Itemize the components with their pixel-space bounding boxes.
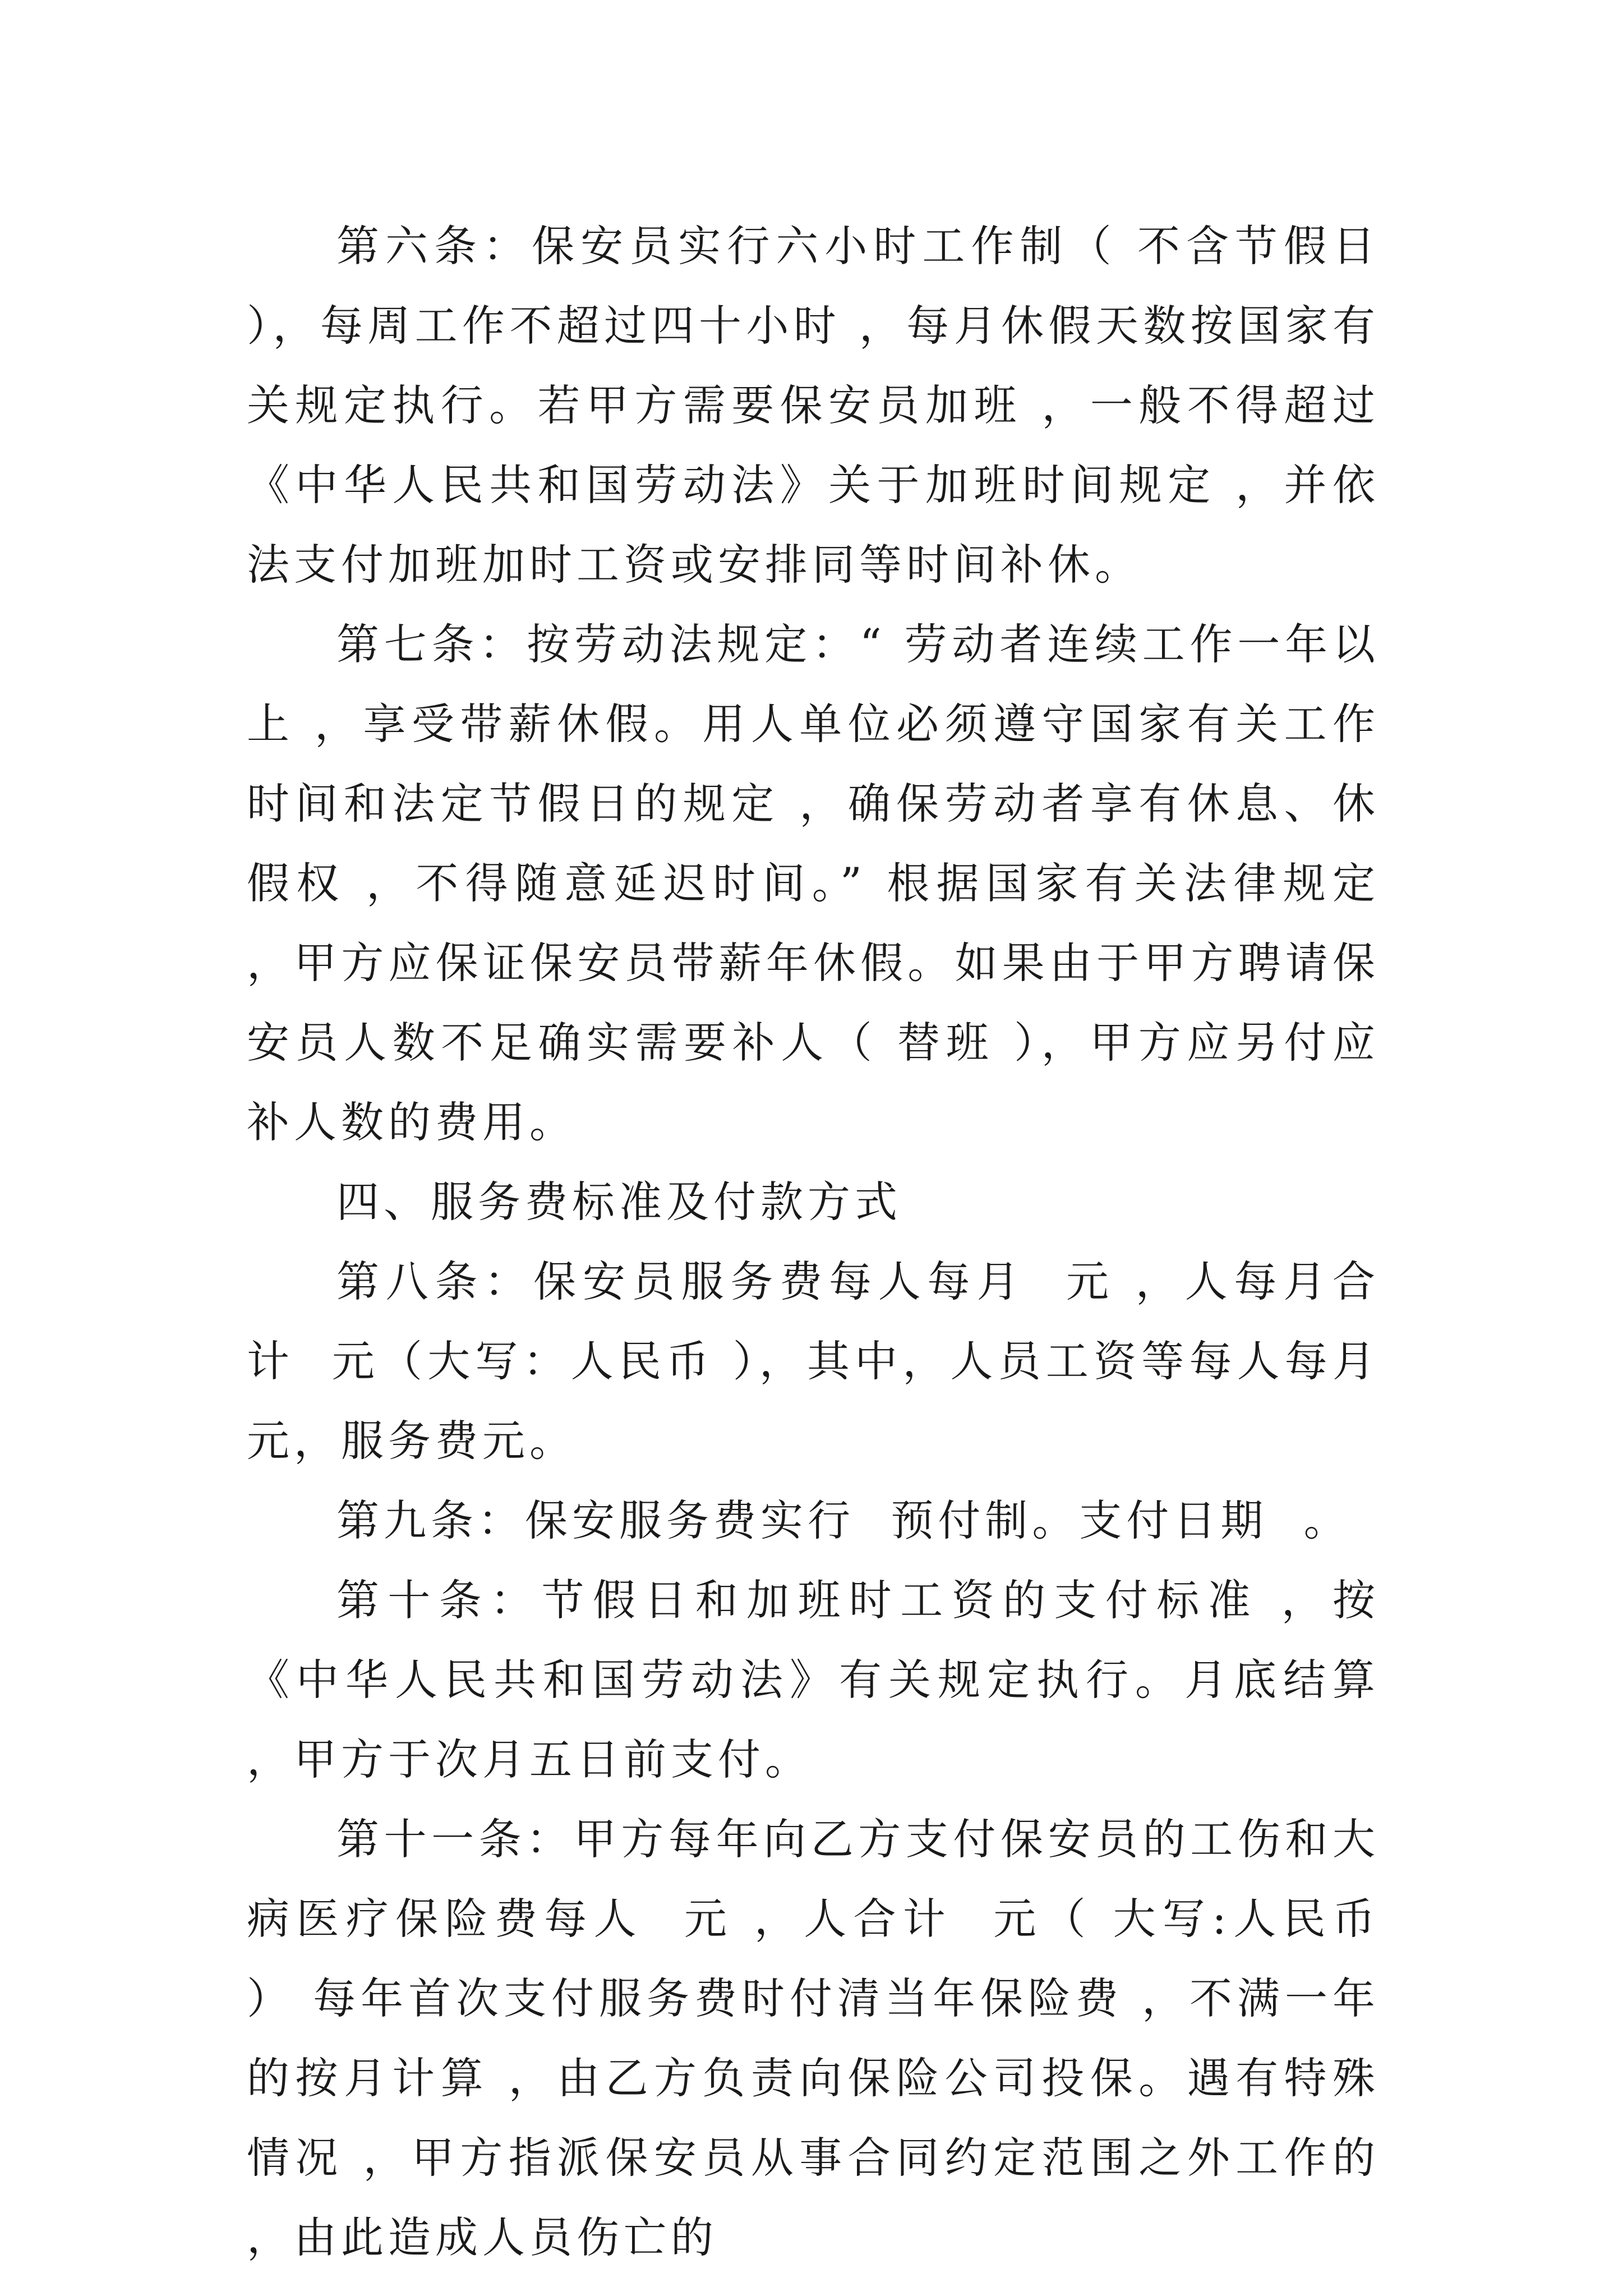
document-body xyxy=(247,206,1416,2277)
paragraph-article-8: 第八条：保安员服务费每人每月 元 ，人每月合计 元（大写：人民币 ），其中，人员工资等每人每月 元，服务费元。 xyxy=(247,1257,1416,1466)
paragraph-article-10: 第十条：节假日和加班时工资的支付标准 ，按《中华人民共和国劳动法》有关规定执行。月底结算 ，甲方于次月五日前支付。 xyxy=(247,1575,1398,1784)
paragraph-article-9: 第九条：保安服务费实行 预付制。支付日期 。 xyxy=(336,1496,1351,1545)
paragraph-article-11: 第十一条：甲方每年向乙方支付保安员的工伤和大病医疗保险费每人 元 ，人合计 元（ 大写:人民币 ） 每年首次支付服务费时付清当年保险费 ，不满一年的按月计算 ，由乙方负责向保险公司投保。遇有特殊情况 ，甲方指派保安员从事合同约定范围之外工作的 ，由此造成人员伤亡的 xyxy=(247,1814,1398,2262)
paragraph-article-7: 第七条：按劳动法规定：“ 劳动者连续工作一年以上 ，享受带薪休假。用人单位必须遵守国家有关工作时间和法定节假日的规定 ，确保劳动者享有休息、休假权 ，不得随意延迟时间。” 根据国家有关法律规定 ，甲方应保证保安员带薪年休假。如果由于甲方聘请保安员人数不足确实需要补人（ 替班 ），甲方应另付应补人数的费用。 xyxy=(247,619,1398,1147)
paragraph-article-6: 第六条：保安员实行六小时工作制（ 不含节假日 ），每周工作不超过四十小时 ，每月休假天数按国家有关规定执行。若甲方需要保安员加班 ，一般不得超过《中华人民共和国劳动法》关于加班时间规定 ，并依法支付加班加时工资或安排同等时间补休。 xyxy=(247,221,1398,590)
section-heading-service-fee: 四、服务费标准及付款方式 xyxy=(336,1177,902,1227)
